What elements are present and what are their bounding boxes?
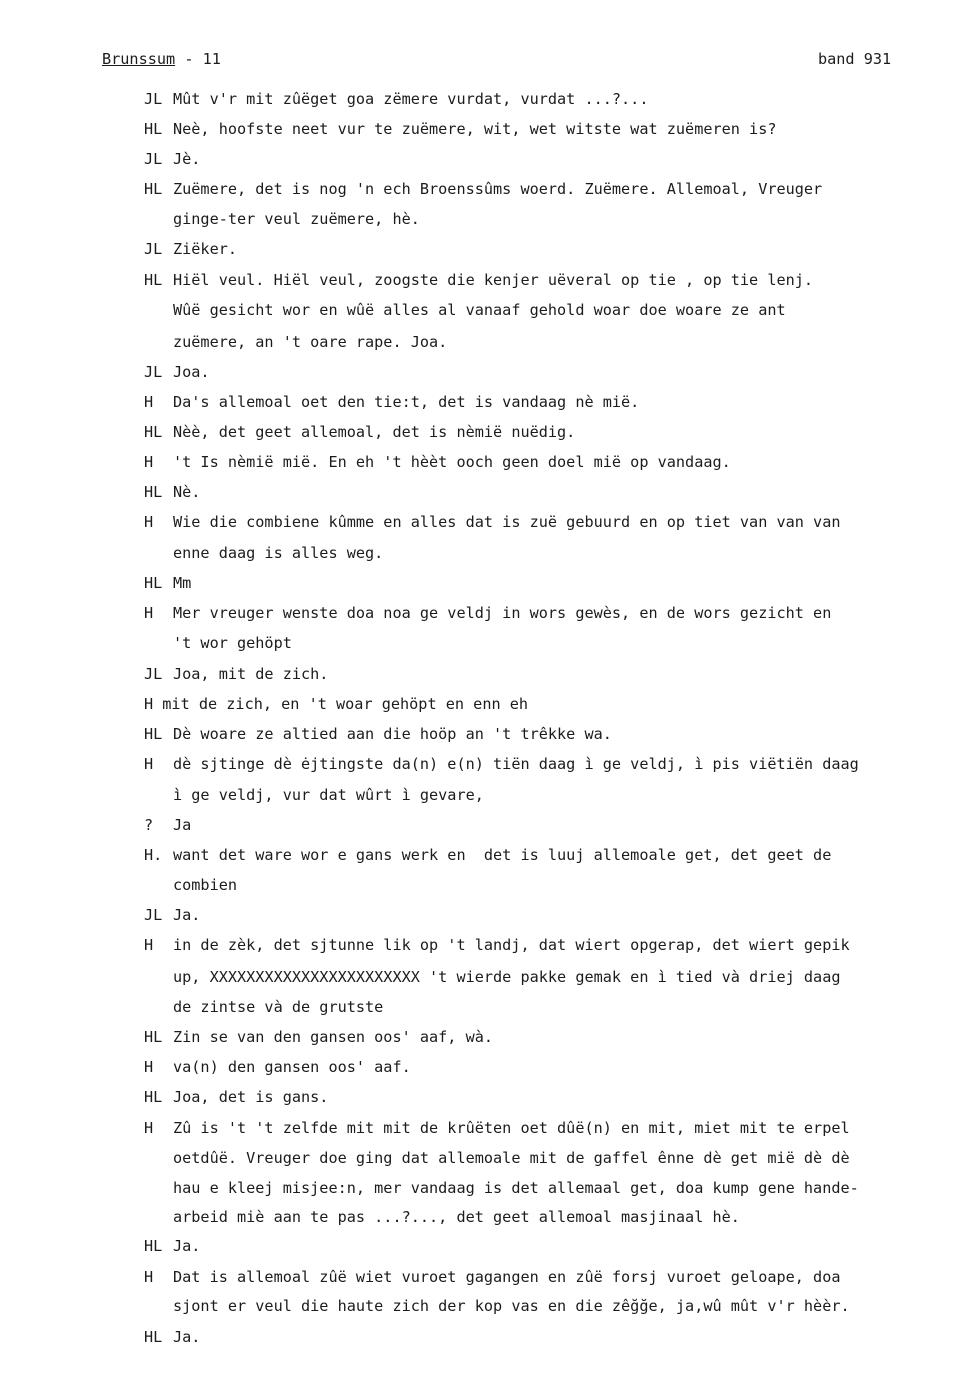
line-text: ì ge veldj, vur dat wûrt ì gevare, — [173, 786, 484, 804]
line-text: va(n) den gansen oos' aaf. — [173, 1058, 411, 1076]
line-text: Zû is 't 't zelfde mit mit de krûëten oet dûë(n) en mit, miet mit te erpel — [173, 1119, 850, 1137]
header-location: Brunssum — [102, 50, 176, 68]
transcript-line — [0, 876, 973, 900]
speaker-label: HL — [144, 483, 163, 501]
transcript-line — [0, 301, 973, 325]
line-text: 't Is nèmië mië. En eh 't hèèt ooch geen doel mië op vandaag. — [173, 453, 731, 471]
line-text: Hiël veul. Hiël veul, zoogste die kenjer uëveral op tie , op tie lenj. — [173, 271, 814, 289]
speaker-label: H. — [144, 846, 163, 864]
line-text: dè sjtinge dè ėjtingste da(n) e(n) tiën daag ì ge veldj, ì pis viëtiën daag — [173, 755, 859, 773]
transcript-line — [0, 604, 973, 628]
transcript-line — [0, 816, 973, 840]
transcript-line — [0, 271, 973, 295]
transcript-line — [0, 544, 973, 568]
transcript-line — [0, 363, 973, 387]
transcript-line — [0, 90, 973, 114]
header-band-number: band 931 — [818, 50, 892, 68]
transcript-line — [0, 240, 973, 264]
speaker-label: H — [144, 755, 154, 773]
speaker-label: H — [144, 453, 154, 471]
line-text: Jè. — [173, 150, 201, 168]
line-text: Mût v'r mit zûëget goa zëmere vurdat, vurdat ...?... — [173, 90, 649, 108]
transcript-line — [0, 1058, 973, 1082]
transcript-line — [0, 755, 973, 779]
transcript-line — [0, 393, 973, 417]
transcript-line — [0, 1149, 973, 1173]
line-text: zuëmere, an 't oare rape. Joa. — [173, 333, 448, 351]
speaker-label: ? — [144, 816, 154, 834]
line-text: Mer vreuger wenste doa noa ge veldj in wors gewès, en de wors gezicht en — [173, 604, 832, 622]
line-text: Wûë gesicht wor en wûë alles al vanaaf gehold woar doe woare ze ant — [173, 301, 786, 319]
transcript-line — [0, 936, 973, 960]
line-text: Nè. — [173, 483, 201, 501]
line-text: Dat is allemoal zûë wiet vuroet gagangen en zûë forsj vuroet geloape, doa — [173, 1268, 841, 1286]
speaker-label: H — [144, 936, 154, 954]
transcript-line — [0, 634, 973, 658]
line-text: Joa. — [173, 363, 210, 381]
line-text: Ziëker. — [173, 240, 238, 258]
line-text: sjont er veul die haute zich der kop vas en die zêğğe, ja,wû mût v'r hèèr. — [173, 1297, 850, 1315]
speaker-label: HL — [144, 1088, 163, 1106]
speaker-label: H — [144, 604, 154, 622]
speaker-label: JL — [144, 150, 163, 168]
header-page-number: - 11 — [184, 50, 221, 68]
transcript-line — [0, 513, 973, 537]
transcript-line — [0, 1268, 973, 1292]
speaker-label: JL — [144, 363, 163, 381]
line-text: combien — [173, 876, 238, 894]
line-text: enne daag is alles weg. — [173, 544, 384, 562]
speaker-label: HL — [144, 1328, 163, 1346]
line-text: 't wor gehöpt — [173, 634, 292, 652]
transcript-line — [0, 1237, 973, 1261]
transcript-line — [0, 180, 973, 204]
transcript-line — [0, 574, 973, 598]
speaker-label: H — [144, 513, 154, 531]
line-text: Ja. — [173, 1328, 201, 1346]
line-text: Ja. — [173, 1237, 201, 1255]
speaker-label: H — [144, 1119, 154, 1137]
line-text: in de zèk, det sjtunne lik op 't landj, dat wiert opgerap, det wiert gepik — [173, 936, 850, 954]
speaker-label: HL — [144, 1028, 163, 1046]
transcript-line — [0, 695, 973, 719]
transcript-line — [0, 968, 973, 992]
line-text: ginge-ter veul zuëmere, hè. — [173, 210, 420, 228]
transcript-line — [0, 210, 973, 234]
transcript-line — [0, 906, 973, 930]
transcript-line — [0, 1119, 973, 1143]
transcript-line — [0, 423, 973, 447]
line-text: Zin se van den gansen oos' aaf, wà. — [173, 1028, 494, 1046]
speaker-label: HL — [144, 574, 163, 592]
page-header-location — [102, 50, 221, 68]
speaker-label: HL — [144, 1237, 163, 1255]
transcript-line — [0, 1088, 973, 1112]
line-text: Dè woare ze altied aan die hoöp an 't trêkke wa. — [173, 725, 612, 743]
line-text: Joa, det is gans. — [173, 1088, 329, 1106]
line-text: Nèè, det geet allemoal, det is nèmië nuëdig. — [173, 423, 576, 441]
speaker-label: JL — [144, 906, 163, 924]
transcript-line — [0, 333, 973, 357]
line-text: Ja. — [173, 906, 201, 924]
transcript-line — [0, 1208, 973, 1232]
line-text: Da's allemoal oet den tie:t, det is vandaag nè mië. — [173, 393, 640, 411]
transcript-line — [0, 1297, 973, 1321]
speaker-label: HL — [144, 120, 163, 138]
transcript-line — [0, 483, 973, 507]
speaker-label: HL — [144, 271, 163, 289]
line-text: Neè, hoofste neet vur te zuëmere, wit, wet witste wat zuëmeren is? — [173, 120, 777, 138]
line-text: Wie die combiene kûmme en alles dat is zuë gebuurd en op tiet van van van — [173, 513, 841, 531]
transcript-line — [0, 1179, 973, 1203]
line-text: Joa, mit de zich. — [173, 665, 329, 683]
line-text: Ja — [173, 816, 192, 834]
line-text: Mm — [173, 574, 192, 592]
transcript-line — [0, 453, 973, 477]
speaker-label: HL — [144, 180, 163, 198]
transcript-line — [0, 120, 973, 144]
transcript-line — [0, 998, 973, 1022]
speaker-label: JL — [144, 665, 163, 683]
transcript-line — [0, 786, 973, 810]
transcript-line — [0, 665, 973, 689]
transcript-line — [0, 1328, 973, 1352]
speaker-label: JL — [144, 240, 163, 258]
line-text: oetdûë. Vreuger doe ging dat allemoale mit de gaffel ênne dè get mië dè dè — [173, 1149, 850, 1167]
speaker-label: H — [144, 1058, 154, 1076]
speaker-label: H — [144, 1268, 154, 1286]
transcript-line — [0, 725, 973, 749]
line-text: hau e kleej misjee:n, mer vandaag is det allemaal get, doa kump gene hande- — [173, 1179, 859, 1197]
speaker-label: HL — [144, 725, 163, 743]
transcript-line — [0, 150, 973, 174]
transcript-line — [0, 846, 973, 870]
line-text: H mit de zich, en 't woar gehöpt en enn eh — [144, 695, 529, 713]
speaker-label: H — [144, 393, 154, 411]
speaker-label: JL — [144, 90, 163, 108]
line-text: de zintse và de grutste — [173, 998, 384, 1016]
line-text: want det ware wor e gans werk en det is luuj allemoale get, det geet de — [173, 846, 832, 864]
line-text: Zuëmere, det is nog 'n ech Broenssûms woerd. Zuëmere. Allemoal, Vreuger — [173, 180, 823, 198]
transcript-line — [0, 1028, 973, 1052]
line-text: arbeid miè aan te pas ...?..., det geet allemoal masjinaal hè. — [173, 1208, 740, 1226]
speaker-label: HL — [144, 423, 163, 441]
line-text: up, XXXXXXXXXXXXXXXXXXXXXXX 't wierde pakke gemak en ì tied và driej daag — [173, 968, 841, 986]
